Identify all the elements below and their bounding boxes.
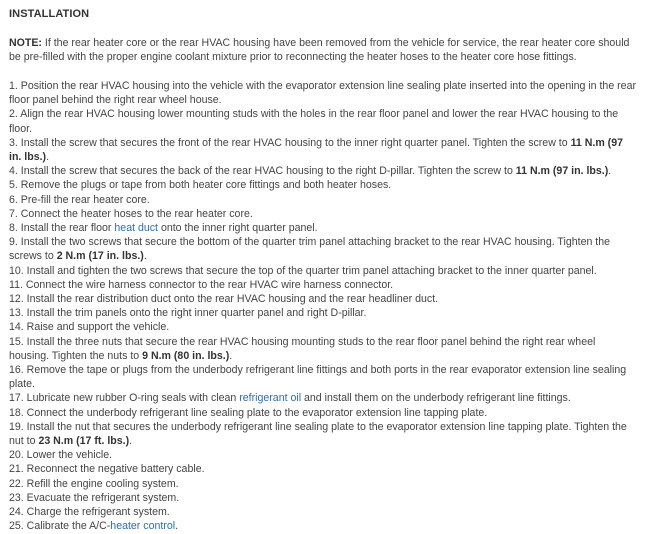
step-item (9, 306, 637, 320)
step-item (9, 178, 637, 192)
step-number: 6. (9, 193, 21, 206)
step-text: and install them on the underbody refrigerant line fittings. (301, 392, 571, 405)
step-number: 14. (9, 321, 27, 334)
step-item (9, 406, 637, 420)
inline-link[interactable]: heater control (110, 520, 176, 533)
torque-spec: 2 N.m (17 in. lbs.) (56, 250, 144, 263)
step-number: 2. (9, 108, 21, 121)
step-number: 15. (9, 335, 27, 348)
step-text: Align the rear HVAC housing lower mounting studs with the holes in the rear floor panel and lower the rear HVAC housing to the floor. (9, 108, 619, 135)
step-text: Position the rear HVAC housing into the vehicle with the evaporator extension line sealing plate inserted into the opening in the rear floor panel behind the right rear wheel house. (9, 80, 636, 107)
step-item (9, 292, 637, 306)
step-number: 23. (9, 491, 27, 504)
step-text: Install the screw that secures the back of the rear HVAC housing to the right D-pillar. Tighten the screw to (20, 165, 516, 178)
step-text: Evacuate the refrigerant system. (26, 491, 180, 504)
step-text: Pre-fill the rear heater core. (20, 193, 150, 206)
step-text: Raise and support the vehicle. (26, 321, 170, 334)
step-text: Lubricate new rubber O-ring seals with clean (26, 392, 240, 405)
step-text: Install the nut that secures the underbody refrigerant line sealing plate to the evaporator extension line tapping plate. Tighten the nut to (9, 420, 627, 448)
step-text: Connect the underbody refrigerant line sealing plate to the evaporator extension line tapping plate. (26, 406, 488, 419)
step-text: Install the rear distribution duct onto the rear HVAC housing and the rear headliner duct. (26, 293, 439, 306)
step-number: 16. (9, 364, 27, 377)
step-text: Install the trim panels onto the right inner quarter panel and right D-pillar. (26, 307, 367, 320)
step-number: 1. (9, 80, 21, 92)
step-text: Calibrate the A/C- (26, 520, 111, 533)
step-text: . (175, 520, 179, 533)
step-text: Charge the refrigerant system. (26, 506, 170, 519)
step-item (9, 235, 637, 263)
section-title: INSTALLATION (9, 8, 90, 20)
step-number: 8. (9, 222, 21, 235)
step-number: 13. (9, 307, 27, 320)
step-number: 11. (9, 278, 26, 291)
step-text: . (229, 349, 233, 362)
step-item (9, 335, 637, 363)
note-text: If the rear heater core or the rear HVAC housing have been removed from the vehicle for service, the rear heater core should be pre-filled with the proper engine coolant mixture prior to reconnecting the heater hoses to the heater core hose fittings. (9, 37, 630, 64)
step-item (9, 264, 637, 278)
step-text: Refill the engine cooling system. (26, 477, 179, 490)
step-number: 21. (9, 463, 27, 476)
step-item (9, 420, 637, 448)
step-number: 17. (9, 392, 27, 405)
step-item (9, 477, 637, 491)
step-item (9, 221, 637, 235)
step-number: 22. (9, 477, 27, 490)
step-text: Remove the tape or plugs from the underbody refrigerant line fittings and both ports in the rear evaporator extension line sealing plate. (9, 364, 627, 391)
step-item (9, 164, 637, 178)
step-text: Reconnect the negative battery cable. (26, 463, 205, 476)
step-text: Remove the plugs or tape from both heater core fittings and both heater hoses. (20, 179, 392, 192)
step-number: 4. (9, 165, 21, 178)
step-item (9, 505, 637, 519)
step-item (9, 462, 637, 476)
step-item (9, 79, 637, 107)
step-text: Connect the wire harness connector to the rear HVAC wire harness connector. (25, 278, 394, 291)
step-text: . (608, 165, 612, 178)
step-item (9, 519, 637, 533)
step-number: 24. (9, 506, 27, 519)
inline-link[interactable]: heat duct (114, 222, 158, 235)
step-text: Install the two screws that secure the bottom of the quarter trim panel attaching bracket to the rear HVAC housing. Tighten the screws to (9, 236, 611, 263)
torque-spec: 11 N.m (97 in. lbs.) (9, 136, 623, 164)
step-item (9, 320, 637, 334)
note-paragraph (9, 36, 634, 64)
step-number: 9. (9, 236, 21, 249)
step-text: Install and tighten the two screws that secure the top of the quarter trim panel attaching bracket to the inner quarter panel. (26, 264, 597, 277)
step-text: Install the three nuts that secure the rear HVAC housing mounting studs to the rear floor panel behind the right rear wheel housing. Tighten the nuts to (9, 335, 596, 362)
step-text: . (129, 435, 133, 448)
torque-spec: 23 N.m (17 ft. lbs.) (38, 435, 130, 448)
step-number: 18. (9, 406, 27, 419)
torque-spec: 11 N.m (97 in. lbs.) (515, 165, 609, 178)
step-item (9, 107, 637, 135)
step-text: Lower the vehicle. (26, 449, 113, 462)
step-item (9, 278, 637, 292)
inline-link[interactable]: refrigerant oil (239, 392, 302, 405)
step-number: 20. (9, 449, 27, 462)
torque-spec: 9 N.m (80 in. lbs.) (142, 349, 230, 362)
step-text: onto the inner right quarter panel. (158, 222, 318, 235)
step-number: 3. (9, 136, 21, 149)
installation-steps-list (9, 79, 637, 534)
step-item (9, 136, 637, 164)
step-text: . (143, 250, 147, 263)
step-item (9, 391, 637, 405)
step-item (9, 491, 637, 505)
step-item (9, 363, 637, 391)
step-number: 19. (9, 420, 27, 433)
step-text: Connect the heater hoses to the rear heater core. (20, 207, 253, 220)
step-number: 25. (9, 520, 27, 533)
step-number: 12. (9, 293, 27, 306)
step-text: . (46, 151, 50, 164)
step-item (9, 207, 637, 221)
step-text: Install the screw that secures the front of the rear HVAC housing to the inner right quarter panel. Tighten the screw to (20, 136, 571, 149)
step-number: 10. (9, 264, 27, 277)
step-number: 7. (9, 207, 21, 220)
step-item (9, 193, 637, 207)
step-item (9, 448, 637, 462)
note-label: NOTE: (9, 37, 42, 49)
step-number: 5. (9, 179, 21, 192)
step-text: Install the rear floor (20, 222, 115, 235)
